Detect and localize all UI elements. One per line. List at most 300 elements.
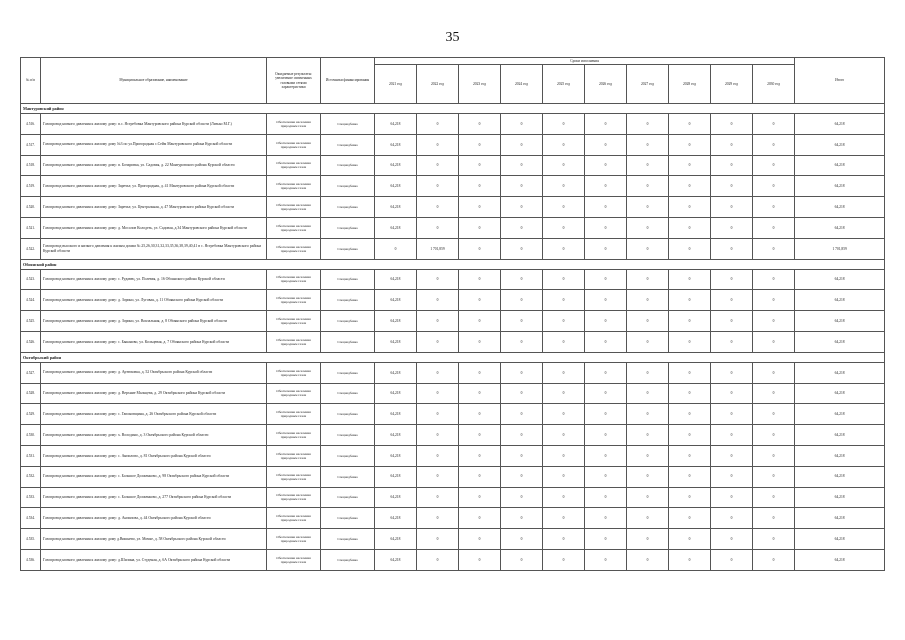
row-number: 4.530. <box>21 425 41 446</box>
row-name: Газопровод низкого давления к жилому дому: д. Анпилова, д. 44 Октябрьского района Курской области <box>41 508 267 529</box>
year-value: 0 <box>585 466 627 487</box>
year-value: 0 <box>459 445 501 466</box>
year-value: 0 <box>543 404 585 425</box>
year-value: 0 <box>669 466 711 487</box>
year-value: 0 <box>585 269 627 290</box>
row-result: Обеспечение населения природным газом <box>267 114 321 135</box>
year-value: 0 <box>669 404 711 425</box>
year-value: 0 <box>711 197 753 218</box>
table-row <box>21 549 885 570</box>
row-result: Обеспечение населения природным газом <box>267 529 321 550</box>
year-value: 0 <box>501 176 543 197</box>
year-value: 0 <box>417 445 459 466</box>
year-value: 64,218 <box>375 549 417 570</box>
row-source: Спецнадбавка <box>321 114 375 135</box>
header-num: № п/п <box>21 58 41 104</box>
year-value: 64,218 <box>375 383 417 404</box>
year-value: 0 <box>417 425 459 446</box>
year-value: 0 <box>585 362 627 383</box>
year-value: 0 <box>753 404 795 425</box>
row-name: Газопровод низкого давления к жилому дому: п.с. Ястребовка Мантуровского района Курской области (Лизько М.Г.) <box>41 114 267 135</box>
header-years-group: Сроки исполнения <box>375 58 795 65</box>
year-value: 0 <box>543 197 585 218</box>
row-source: Спецнадбавка <box>321 425 375 446</box>
row-source: Спецнадбавка <box>321 445 375 466</box>
header-year: 2022 год <box>417 65 459 104</box>
row-total: 64,218 <box>795 466 885 487</box>
year-value: 0 <box>753 331 795 352</box>
section-title: Обоянский район <box>21 259 885 269</box>
row-source: Спецнадбавка <box>321 238 375 259</box>
table-row <box>21 238 885 259</box>
table-row <box>21 404 885 425</box>
row-name: Газопровод низкого давления к жилому дому: д. Мосолов Колодезь, ул. Садовая, д.34 Мантуровского района Курской области <box>41 217 267 238</box>
table-row <box>21 445 885 466</box>
row-number: 4.521. <box>21 217 41 238</box>
year-value: 0 <box>501 508 543 529</box>
year-value: 0 <box>417 311 459 332</box>
row-name: Газопровод низкого давления к жилому дому: Заречье, ул. Пригородная, д. 41 Мантуровского района Курской области <box>41 176 267 197</box>
year-value: 0 <box>417 404 459 425</box>
year-value: 0 <box>501 445 543 466</box>
row-result: Обеспечение населения природным газом <box>267 269 321 290</box>
year-value: 0 <box>669 176 711 197</box>
header-year: 2027 год <box>627 65 669 104</box>
year-value: 0 <box>669 134 711 155</box>
year-value: 0 <box>669 331 711 352</box>
year-value: 0 <box>417 134 459 155</box>
year-value: 64,218 <box>375 311 417 332</box>
year-value: 0 <box>585 529 627 550</box>
year-value: 0 <box>459 155 501 176</box>
year-value: 0 <box>627 529 669 550</box>
table-row <box>21 155 885 176</box>
year-value: 0 <box>459 134 501 155</box>
year-value: 0 <box>627 549 669 570</box>
year-value: 0 <box>753 134 795 155</box>
year-value: 0 <box>669 487 711 508</box>
year-value: 0 <box>543 134 585 155</box>
year-value: 0 <box>669 238 711 259</box>
year-value: 0 <box>711 269 753 290</box>
row-name: Газопровод низкого давления к жилому дому: д. Зорино, ул. Луговая, д. 11 Обоянского района Курской области <box>41 290 267 311</box>
year-value: 0 <box>417 217 459 238</box>
year-value: 0 <box>669 290 711 311</box>
year-value: 0 <box>459 290 501 311</box>
year-value: 0 <box>585 425 627 446</box>
year-value: 0 <box>711 445 753 466</box>
year-value: 0 <box>711 466 753 487</box>
row-number: 4.526. <box>21 331 41 352</box>
row-name: Газопровод низкого давления к жилому дому: д.Шилина, ул. Студеная, д. 6А Октябрьского района Курской области <box>41 549 267 570</box>
year-value: 0 <box>459 114 501 135</box>
row-source: Спецнадбавка <box>321 290 375 311</box>
row-source: Спецнадбавка <box>321 362 375 383</box>
year-value: 0 <box>501 114 543 135</box>
header-year: 2029 год <box>711 65 753 104</box>
year-value: 0 <box>501 290 543 311</box>
row-total: 64,218 <box>795 134 885 155</box>
year-value: 0 <box>417 549 459 570</box>
table-row <box>21 487 885 508</box>
row-source: Спецнадбавка <box>321 311 375 332</box>
year-value: 0 <box>585 549 627 570</box>
row-total: 64,218 <box>795 197 885 218</box>
year-value: 0 <box>627 134 669 155</box>
year-value: 0 <box>501 404 543 425</box>
year-value: 0 <box>375 238 417 259</box>
year-value: 0 <box>417 508 459 529</box>
year-value: 0 <box>627 508 669 529</box>
year-value: 0 <box>669 311 711 332</box>
year-value: 0 <box>543 383 585 404</box>
year-value: 0 <box>417 114 459 135</box>
year-value: 0 <box>501 331 543 352</box>
year-value: 0 <box>627 217 669 238</box>
table-body <box>21 104 885 571</box>
year-value: 0 <box>669 217 711 238</box>
table-row <box>21 134 885 155</box>
year-value: 0 <box>501 529 543 550</box>
section-row <box>21 352 885 362</box>
year-value: 0 <box>585 114 627 135</box>
program-table <box>20 57 885 571</box>
row-total: 64,218 <box>795 176 885 197</box>
year-value: 0 <box>627 311 669 332</box>
row-total: 64,218 <box>795 549 885 570</box>
row-total: 64,218 <box>795 529 885 550</box>
year-value: 0 <box>711 311 753 332</box>
table-row <box>21 331 885 352</box>
table-row <box>21 466 885 487</box>
row-total: 64,218 <box>795 487 885 508</box>
header-year: 2023 год <box>459 65 501 104</box>
year-value: 64,218 <box>375 466 417 487</box>
row-total: 64,218 <box>795 445 885 466</box>
year-value: 0 <box>753 362 795 383</box>
year-value: 0 <box>543 290 585 311</box>
row-number: 4.534. <box>21 508 41 529</box>
row-name: Газопровод низкого давления к жилому дому №3 по ул.Пригородная с.Сейм Мантуровского района Курской области <box>41 134 267 155</box>
row-number: 4.520. <box>21 197 41 218</box>
year-value: 0 <box>459 487 501 508</box>
year-value: 0 <box>585 311 627 332</box>
year-value: 0 <box>543 269 585 290</box>
row-source: Спецнадбавка <box>321 197 375 218</box>
year-value: 0 <box>669 269 711 290</box>
row-number: 4.518. <box>21 155 41 176</box>
year-value: 0 <box>417 487 459 508</box>
year-value: 0 <box>501 269 543 290</box>
row-name: Газопровод низкого давления к жилому дому д.Вишнево, ул. Мичке, д. 58 Октябрьского района Курской области <box>41 529 267 550</box>
row-number: 4.531. <box>21 445 41 466</box>
year-value: 0 <box>669 114 711 135</box>
row-total: 64,218 <box>795 311 885 332</box>
row-total: 64,218 <box>795 155 885 176</box>
row-total: 64,218 <box>795 114 885 135</box>
year-value: 0 <box>711 134 753 155</box>
year-value: 0 <box>459 311 501 332</box>
year-value: 0 <box>753 383 795 404</box>
row-number: 4.524. <box>21 290 41 311</box>
row-total: 64,218 <box>795 383 885 404</box>
table-header <box>21 58 885 104</box>
year-value: 0 <box>585 487 627 508</box>
year-value: 0 <box>627 466 669 487</box>
row-number: 4.522. <box>21 238 41 259</box>
year-value: 0 <box>417 331 459 352</box>
row-result: Обеспечение населения природным газом <box>267 134 321 155</box>
year-value: 0 <box>753 155 795 176</box>
row-number: 4.517. <box>21 134 41 155</box>
year-value: 0 <box>417 197 459 218</box>
year-value: 64,218 <box>375 529 417 550</box>
year-value: 0 <box>627 445 669 466</box>
year-value: 0 <box>501 155 543 176</box>
year-value: 0 <box>669 155 711 176</box>
year-value: 0 <box>459 269 501 290</box>
year-value: 1 701,859 <box>417 238 459 259</box>
year-value: 0 <box>627 487 669 508</box>
row-number: 4.525. <box>21 311 41 332</box>
row-name: Газопровод низкого давления к жилому дому: с. Рудавец, ул. Полевая, д. 16 Обоянского района Курской области <box>41 269 267 290</box>
row-result: Обеспечение населения природным газом <box>267 176 321 197</box>
table-row <box>21 290 885 311</box>
row-result: Обеспечение населения природным газом <box>267 383 321 404</box>
row-number: 4.523. <box>21 269 41 290</box>
year-value: 0 <box>543 487 585 508</box>
header-total: Итого <box>795 58 885 104</box>
year-value: 0 <box>585 238 627 259</box>
header-year: 2030 год <box>753 65 795 104</box>
year-value: 64,218 <box>375 134 417 155</box>
row-result: Обеспечение населения природным газом <box>267 404 321 425</box>
year-value: 0 <box>711 176 753 197</box>
row-source: Спецнадбавка <box>321 404 375 425</box>
year-value: 64,218 <box>375 331 417 352</box>
year-value: 0 <box>627 362 669 383</box>
row-name: Газопровод низкого давления к жилому дому: Заречье, ул. Центральная, д. 47 Мантуровского района Курской области <box>41 197 267 218</box>
year-value: 64,218 <box>375 290 417 311</box>
year-value: 0 <box>711 425 753 446</box>
year-value: 0 <box>753 549 795 570</box>
row-total: 64,218 <box>795 217 885 238</box>
year-value: 0 <box>753 445 795 466</box>
year-value: 0 <box>417 362 459 383</box>
year-value: 0 <box>501 425 543 446</box>
year-value: 0 <box>627 238 669 259</box>
year-value: 0 <box>543 331 585 352</box>
year-value: 0 <box>669 508 711 529</box>
table-row <box>21 425 885 446</box>
row-number: 4.527. <box>21 362 41 383</box>
year-value: 0 <box>711 549 753 570</box>
year-value: 0 <box>711 331 753 352</box>
year-value: 0 <box>543 445 585 466</box>
year-value: 0 <box>753 487 795 508</box>
row-name: Газопровод низкого давления к жилому дому: с. Гапоновщина, д. 26 Октябрьского района Курской области <box>41 404 267 425</box>
row-source: Спецнадбавка <box>321 176 375 197</box>
year-value: 0 <box>417 269 459 290</box>
year-value: 0 <box>711 508 753 529</box>
year-value: 0 <box>501 487 543 508</box>
year-value: 0 <box>501 362 543 383</box>
year-value: 0 <box>543 508 585 529</box>
section-row <box>21 259 885 269</box>
year-value: 0 <box>501 383 543 404</box>
year-value: 64,218 <box>375 114 417 135</box>
year-value: 64,218 <box>375 362 417 383</box>
year-value: 64,218 <box>375 155 417 176</box>
year-value: 0 <box>543 217 585 238</box>
section-row <box>21 104 885 114</box>
year-value: 0 <box>585 404 627 425</box>
year-value: 0 <box>585 155 627 176</box>
year-value: 0 <box>585 134 627 155</box>
row-number: 4.519. <box>21 176 41 197</box>
row-source: Спецнадбавка <box>321 331 375 352</box>
row-result: Обеспечение населения природным газом <box>267 466 321 487</box>
row-result: Обеспечение населения природным газом <box>267 290 321 311</box>
year-value: 0 <box>459 331 501 352</box>
year-value: 0 <box>627 114 669 135</box>
year-value: 0 <box>753 238 795 259</box>
year-value: 0 <box>459 383 501 404</box>
year-value: 0 <box>585 331 627 352</box>
year-value: 0 <box>585 290 627 311</box>
year-value: 0 <box>543 155 585 176</box>
year-value: 0 <box>627 269 669 290</box>
year-value: 0 <box>459 466 501 487</box>
year-value: 0 <box>627 425 669 446</box>
table-row <box>21 311 885 332</box>
year-value: 64,218 <box>375 217 417 238</box>
year-value: 0 <box>753 425 795 446</box>
year-value: 0 <box>753 176 795 197</box>
header-name: Муниципальное образование, наименование <box>41 58 267 104</box>
row-result: Обеспечение населения природным газом <box>267 362 321 383</box>
year-value: 0 <box>417 383 459 404</box>
year-value: 0 <box>459 508 501 529</box>
year-value: 0 <box>753 290 795 311</box>
year-value: 0 <box>585 217 627 238</box>
row-number: 4.536. <box>21 549 41 570</box>
row-result: Обеспечение населения природным газом <box>267 487 321 508</box>
year-value: 0 <box>543 176 585 197</box>
year-value: 0 <box>711 217 753 238</box>
year-value: 0 <box>711 362 753 383</box>
year-value: 0 <box>627 290 669 311</box>
year-value: 0 <box>753 269 795 290</box>
year-value: 0 <box>459 238 501 259</box>
year-value: 0 <box>543 549 585 570</box>
year-value: 0 <box>543 114 585 135</box>
year-value: 0 <box>753 466 795 487</box>
row-total: 64,218 <box>795 331 885 352</box>
year-value: 0 <box>585 176 627 197</box>
year-value: 64,218 <box>375 404 417 425</box>
year-value: 0 <box>627 155 669 176</box>
row-result: Обеспечение населения природным газом <box>267 311 321 332</box>
row-name: Газопровод высокого и низкого давления к жилым домам № 25,26,30,31,32,33,35,36,38,39,40,41 в с. Ястребовка Мантуровского района Курской области <box>41 238 267 259</box>
row-result: Обеспечение населения природным газом <box>267 508 321 529</box>
year-value: 0 <box>753 114 795 135</box>
row-name: Газопровод низкого давления к жилому дому: д. Зорино, ул. Вокзальная, д. 8 Обоянского района Курской области <box>41 311 267 332</box>
row-number: 4.529. <box>21 404 41 425</box>
row-number: 4.532. <box>21 466 41 487</box>
row-source: Спецнадбавка <box>321 134 375 155</box>
row-result: Обеспечение населения природным газом <box>267 217 321 238</box>
year-value: 0 <box>417 155 459 176</box>
year-value: 0 <box>753 311 795 332</box>
table-row <box>21 114 885 135</box>
table-row <box>21 508 885 529</box>
row-name: Газопровод низкого давления к жилому дому: с. Быканово, ул. Кольцевая, д. 7 Обоянского района Курской области <box>41 331 267 352</box>
year-value: 0 <box>501 134 543 155</box>
year-value: 0 <box>753 197 795 218</box>
row-number: 4.516. <box>21 114 41 135</box>
year-value: 0 <box>585 383 627 404</box>
section-title: Октябрьский район <box>21 352 885 362</box>
year-value: 0 <box>501 197 543 218</box>
year-value: 0 <box>627 176 669 197</box>
year-value: 0 <box>711 290 753 311</box>
year-value: 0 <box>543 466 585 487</box>
table-row <box>21 362 885 383</box>
year-value: 0 <box>543 311 585 332</box>
year-value: 0 <box>459 549 501 570</box>
year-value: 64,218 <box>375 269 417 290</box>
row-total: 64,218 <box>795 290 885 311</box>
header-year: 2025 год <box>543 65 585 104</box>
row-source: Спецнадбавка <box>321 487 375 508</box>
table-row <box>21 529 885 550</box>
year-value: 0 <box>627 383 669 404</box>
year-value: 0 <box>711 404 753 425</box>
year-value: 0 <box>501 217 543 238</box>
row-source: Спецнадбавка <box>321 549 375 570</box>
row-source: Спецнадбавка <box>321 383 375 404</box>
year-value: 0 <box>753 508 795 529</box>
row-result: Обеспечение населения природным газом <box>267 445 321 466</box>
year-value: 0 <box>543 425 585 446</box>
row-name: Газопровод низкого давления к жилому дому: х. Володино, д. 3 Октябрьского района Курской области <box>41 425 267 446</box>
row-result: Обеспечение населения природным газом <box>267 155 321 176</box>
row-name: Газопровод низкого давления к жилому дому: с. Большое Долженково, д. 277 Октябрьского района Курской области <box>41 487 267 508</box>
table-row <box>21 197 885 218</box>
year-value: 0 <box>543 362 585 383</box>
year-value: 0 <box>669 549 711 570</box>
year-value: 0 <box>459 217 501 238</box>
header-year: 2024 год <box>501 65 543 104</box>
header-year: 2028 год <box>669 65 711 104</box>
year-value: 64,218 <box>375 425 417 446</box>
section-title: Мантуровский район <box>21 104 885 114</box>
year-value: 0 <box>417 529 459 550</box>
row-total: 64,218 <box>795 362 885 383</box>
row-result: Обеспечение населения природным газом <box>267 331 321 352</box>
year-value: 0 <box>459 425 501 446</box>
year-value: 64,218 <box>375 508 417 529</box>
row-result: Обеспечение населения природным газом <box>267 549 321 570</box>
year-value: 0 <box>459 529 501 550</box>
year-value: 0 <box>627 404 669 425</box>
table-row <box>21 383 885 404</box>
header-source: Источники финансирования <box>321 58 375 104</box>
year-value: 0 <box>627 197 669 218</box>
row-total: 64,218 <box>795 508 885 529</box>
year-value: 0 <box>711 529 753 550</box>
